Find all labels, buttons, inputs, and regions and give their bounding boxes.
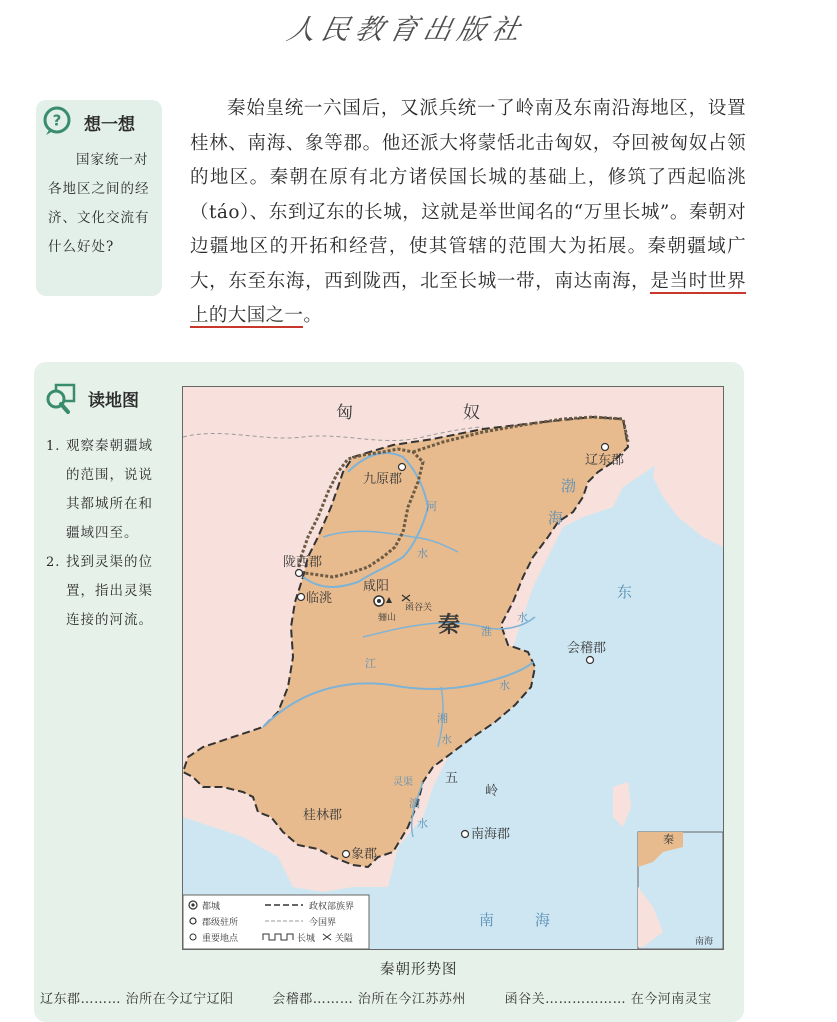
xiangjun-marker [343, 851, 350, 858]
label-huai-1: 淮 [481, 625, 492, 638]
read-map-title: 读地图 [88, 391, 139, 411]
label-inset-qin: 秦 [663, 833, 674, 846]
label-bohai-hai: 海 [548, 509, 564, 527]
longxi-marker [296, 570, 303, 577]
footnote-item: 辽东郡……… 治所在今辽宁辽阳 [40, 992, 234, 1007]
label-nanhai-hai: 海 [535, 911, 551, 929]
label-hanguguan: 函谷关 [405, 603, 433, 613]
label-lishan: 骊山 [378, 613, 397, 623]
svg-text:?: ? [52, 111, 62, 130]
legend-commandery: 郡级驻所 [202, 918, 239, 928]
label-xianyang: 咸阳 [363, 579, 390, 594]
label-qin: 秦 [438, 613, 461, 638]
label-lintao: 临洮 [306, 591, 333, 606]
label-longxi: 陇西郡 [283, 555, 323, 570]
legend-pass: 关隘 [335, 934, 354, 944]
label-xiongnu-1: 匈 [336, 403, 353, 423]
publisher-logo: 人民教育出版社 [284, 13, 530, 46]
label-lingqu: 灵渠 [393, 777, 413, 788]
map-legend [183, 895, 369, 949]
label-wu: 五 [445, 771, 459, 786]
label-xiang-1: 湘 [437, 712, 448, 725]
main-paragraph [190, 92, 746, 334]
legend-great-wall: 长城 [297, 934, 316, 944]
jiuyuan-marker [399, 464, 406, 471]
label-donghai-dong: 东 [617, 583, 633, 601]
capital-dot [377, 599, 381, 603]
think-question: 国家统一对各地区之间的经济、文化交流有什么好处? [48, 152, 150, 255]
legend-place-symbol [190, 934, 196, 940]
task-item [46, 432, 162, 548]
legend-border: 政权部族界 [309, 902, 355, 912]
map-caption: 秦朝形势图 [380, 962, 458, 978]
task-item [46, 548, 162, 635]
nanhai-marker [462, 831, 469, 838]
liaodong-marker [602, 444, 609, 451]
footnote-item: 会稽郡……… 治所在今江苏苏州 [272, 992, 466, 1007]
label-he-1: 河 [426, 500, 437, 513]
legend-capital: 都城 [202, 902, 221, 912]
think-title: 想一想 [84, 115, 135, 135]
think-sidebar [36, 100, 162, 296]
legend-modern-border: 今国界 [309, 918, 337, 928]
task-number: 1. [46, 439, 61, 454]
footnote-item: 函谷关……………… 在今河南灵宝 [504, 992, 712, 1007]
task-text: 找到灵渠的位置，指出灵渠连接的河流。 [66, 554, 153, 628]
label-li-2: 水 [417, 817, 428, 830]
kuaiji-marker [587, 657, 594, 664]
label-xiangjun: 象郡 [351, 847, 378, 862]
label-guilin: 桂林郡 [303, 808, 343, 823]
question-icon [42, 106, 72, 136]
paragraph-end: 。 [303, 305, 323, 326]
magnifier-map-icon [44, 382, 78, 416]
label-kuaiji: 会稽郡 [567, 641, 607, 656]
label-huai-2: 水 [517, 611, 528, 624]
paragraph-text: 秦始皇统一六国后，又派兵统一了岭南及东南沿海地区，设置桂林、南海、象等郡。他还派大将蒙恬北击匈奴，夺回被匈奴占领的地区。秦朝在原有北方诸侯国长城的基础上，修筑了西起临洮（táo）、东到辽东的长城，这就是举世闻名的“万里长城”。秦朝对边疆地区的开拓和经营，使其管辖的范围大为拓展。秦朝疆域广大，东至东海，西到陇西，北至长城一带，南达南海， [190, 98, 746, 292]
label-li-1: 漓 [409, 797, 420, 810]
legend-place: 重要地点 [202, 934, 239, 944]
legend-capital-dot [191, 903, 194, 906]
label-nanhai-nan: 南 [479, 911, 495, 929]
label-he-2: 水 [417, 547, 428, 560]
label-nanhaijun: 南海郡 [471, 827, 511, 842]
label-xiang-2: 水 [441, 733, 452, 746]
label-ling: 岭 [485, 784, 499, 799]
lintao-marker [298, 594, 305, 601]
label-jiang-2: 水 [499, 679, 510, 692]
footnotes [40, 988, 800, 1007]
label-bo: 渤 [561, 477, 577, 495]
task-number: 2. [46, 555, 61, 570]
task-text: 观察秦朝疆域的范围，说说其都城所在和疆域四至。 [66, 438, 153, 541]
label-jiang-1: 江 [365, 657, 376, 670]
label-liaodong: 辽东郡 [585, 453, 625, 468]
legend-commandery-symbol [190, 918, 196, 924]
underlined-sentence: 是当时世界上的大国之一 [190, 270, 746, 326]
label-inset-nanhai: 南海 [695, 937, 714, 947]
label-jiuyuan: 九原郡 [363, 472, 403, 487]
qin-dynasty-map [182, 386, 724, 950]
label-xiongnu-2: 奴 [463, 403, 480, 423]
